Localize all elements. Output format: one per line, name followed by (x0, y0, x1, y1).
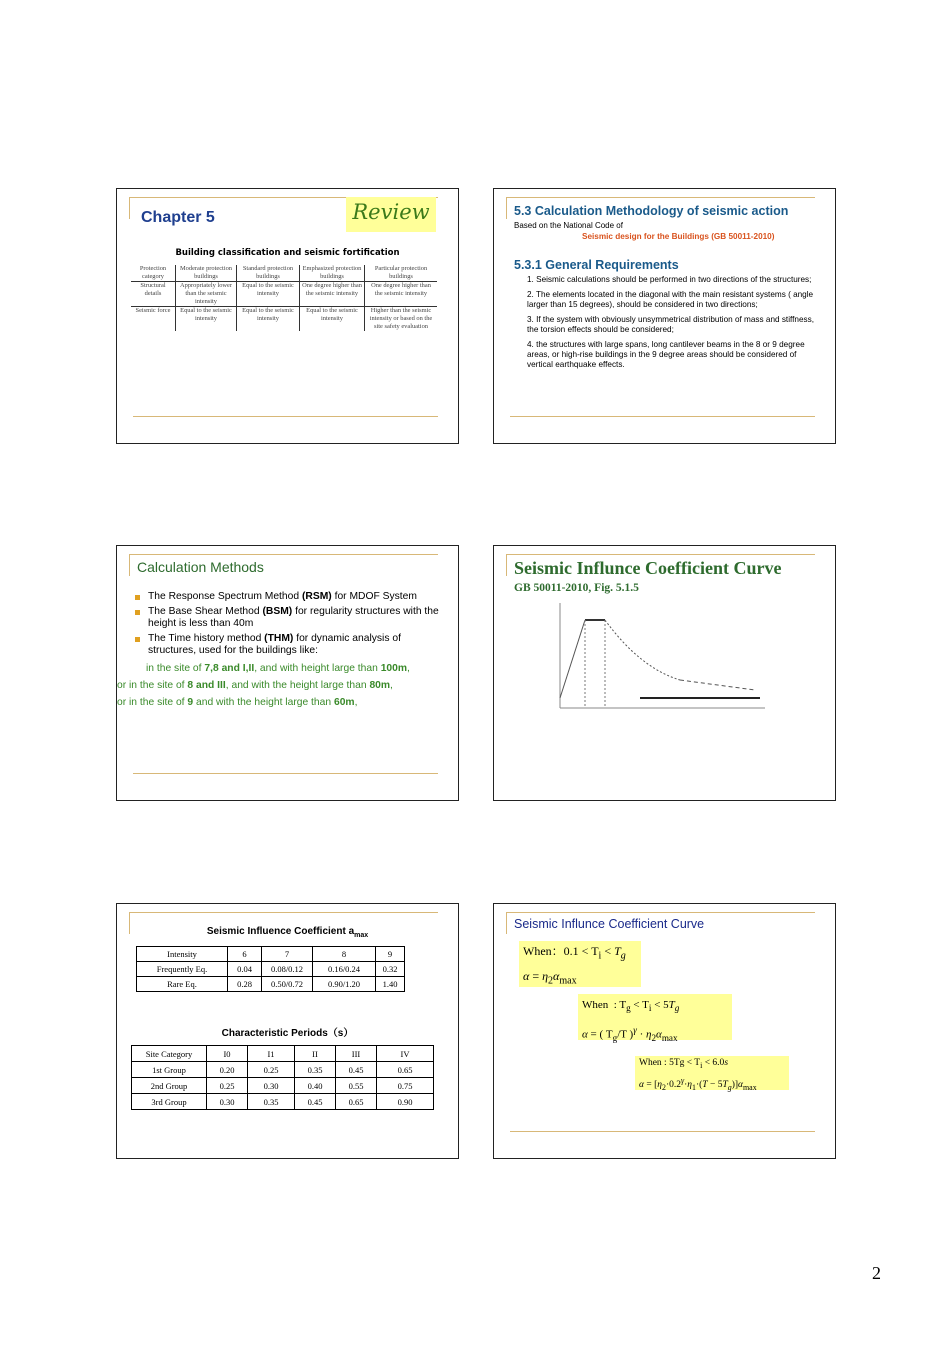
table-cell: Rare Eq. (137, 977, 228, 992)
formula-mid-period: When : $T_g < T_i < 5T_g$ α = ( $T_g/T$ )$^\gamma \cdot \eta_2\alpha_{max}$ (578, 994, 732, 1040)
table-cell: 9 (376, 947, 405, 962)
condition-text: or in the site of (117, 680, 188, 691)
condition-text: , and with the height large than (225, 680, 370, 691)
table-cell: 0.30 (248, 1078, 295, 1094)
requirements-list (527, 275, 822, 375)
condition-emph: 8 and III (187, 680, 226, 691)
ascending-segment (560, 620, 585, 698)
item-text: The Base Shear Method (148, 606, 263, 617)
condition-text: , (354, 697, 358, 708)
slide-title: Calculation Methods (137, 559, 264, 575)
slide-left-rule (506, 912, 507, 934)
table-cell: 0.45 (295, 1094, 336, 1110)
slide-review (116, 188, 459, 444)
table-cell: Equal to the seismic intensity (300, 307, 365, 332)
slide-left-rule (129, 197, 130, 219)
section-heading: 5.3.1 General Requirements (514, 258, 679, 272)
table-row (137, 962, 405, 977)
slide-top-rule (129, 912, 438, 913)
condition-text: in the site of (146, 663, 205, 674)
table-row (132, 1078, 434, 1094)
table-cell: 0.50/0.72 (262, 977, 313, 992)
site-condition (117, 694, 449, 711)
table-cell: 0.65 (377, 1062, 434, 1078)
table-cell: 0.08/0.12 (262, 962, 313, 977)
list-item: 4. the structures with large spans, long cantilever beams in the 8 or 9 degree areas, or high-rise buildings in the 9 degree areas should be considered of vertical earthquake effects. (527, 340, 805, 369)
table-cell: 0.90/1.20 (313, 977, 376, 992)
table-cell: 6 (228, 947, 262, 962)
list-item: 3. If the system with obviously unsymmetrical distribution of mass and stiffness, the torsion effects should be considered; (527, 315, 814, 334)
bullet-icon (135, 637, 140, 642)
item-text: for dynamic analysis of structures, used for the buildings like: (148, 633, 401, 656)
slide-left-rule (506, 554, 507, 576)
table-cell: III (336, 1046, 377, 1062)
figure-reference: GB 50011-2010, Fig. 5.1.5 (514, 582, 639, 594)
slide-influence-curve-figure (493, 545, 836, 801)
condition-emph: 60m (333, 697, 355, 708)
page-number: 2 (872, 1263, 881, 1283)
table-cell: 8 (313, 947, 376, 962)
slide-left-rule (129, 554, 130, 576)
table-row (131, 307, 437, 332)
influence-curve-figure (530, 598, 770, 718)
site-condition (117, 677, 449, 694)
slide-calculation-methodology (493, 188, 836, 444)
table-cell: One degree higher than the seismic intensity (300, 282, 365, 307)
bullet-icon (135, 595, 140, 600)
review-badge (346, 197, 436, 232)
table-row (131, 282, 437, 307)
table-title: Characteristic Periods（s） (221, 1028, 354, 1039)
table-cell: 0.90 (377, 1094, 434, 1110)
table-cell: Frequently Eq. (137, 962, 228, 977)
table-cell: Seismic force (131, 307, 176, 332)
table-cell: Emphasized protection buildings (300, 265, 365, 282)
slide-influence-formulas (493, 903, 836, 1159)
table-cell: Particular protection buildings (365, 265, 438, 282)
table-cell: 0.25 (248, 1062, 295, 1078)
influence-coefficient-table (136, 946, 405, 992)
table-cell: Equal to the seismic intensity (176, 307, 237, 332)
table-row (132, 1062, 434, 1078)
slide-top-rule (506, 554, 815, 555)
table-cell: 0.40 (295, 1078, 336, 1094)
table-cell: Structural details (131, 282, 176, 307)
slide-coefficient-tables (116, 903, 459, 1159)
list-item (133, 591, 449, 603)
table-cell: 0.20 (207, 1062, 248, 1078)
table-row (132, 1094, 434, 1110)
table-cell: Equal to the seismic intensity (237, 307, 300, 332)
table-cell: 7 (262, 947, 313, 962)
table-cell: II (295, 1046, 336, 1062)
table-cell: Appropriately lower than the seismic intensity (176, 282, 237, 307)
table-cell: IV (377, 1046, 434, 1062)
table-cell: 0.65 (336, 1094, 377, 1110)
table-cell: 3rd Group (132, 1094, 207, 1110)
item-text: for MDOF System (331, 591, 417, 602)
chapter-title: Chapter 5 (141, 209, 215, 226)
item-text: The Response Spectrum Method (148, 591, 302, 602)
condition-text: or in the site of (117, 697, 188, 708)
table-cell: 0.55 (336, 1078, 377, 1094)
table-header-row (132, 1046, 434, 1062)
table-cell: 0.45 (336, 1062, 377, 1078)
table-header-row (137, 947, 405, 962)
condition-emph: 7,8 and I,II (204, 663, 255, 674)
table-cell: Equal to the seismic intensity (237, 282, 300, 307)
slide-top-rule (129, 554, 438, 555)
table-row (137, 977, 405, 992)
bullet-icon (135, 610, 140, 615)
slide-bottom-rule (133, 416, 438, 417)
table-cell: Standard protection buildings (237, 265, 300, 282)
table-cell: 0.28 (228, 977, 262, 992)
table-cell: 0.75 (377, 1078, 434, 1094)
review-label: Review (352, 200, 430, 224)
decay-curve (605, 620, 680, 680)
table-title (117, 926, 458, 939)
table-cell: 0.04 (228, 962, 262, 977)
list-item: 1. Seismic calculations should be performed in two directions of the structures; (527, 275, 812, 284)
slide-bottom-rule (133, 773, 438, 774)
classification-table (131, 265, 437, 331)
linear-decay-segment (680, 680, 755, 690)
condition-text: , (390, 680, 393, 691)
condition-emph: 9 (187, 697, 194, 708)
table-cell: One degree higher than the seismic intensity (365, 282, 438, 307)
table-cell: Site Category (132, 1046, 207, 1062)
slide-title: Seismic Influnce Coefficient Curve (514, 917, 705, 931)
list-item: 2. The elements located in the diagonal with the main resistant systems ( angle larger than 15 degrees), should be considered in two directions; (527, 290, 814, 309)
condition-text: , and with height large than (254, 663, 381, 674)
item-text: for regularity structures with the height is less than 40m (148, 606, 439, 629)
classification-subtitle: Building classification and seismic fortification (175, 248, 400, 258)
table-cell: 0.35 (295, 1062, 336, 1078)
table-cell: 0.35 (248, 1094, 295, 1110)
slide-calculation-methods (116, 545, 459, 801)
condition-text: and with the height large than (193, 697, 334, 708)
item-abbrev: (RSM) (301, 591, 332, 602)
title-subscript: max (354, 932, 369, 939)
table-cell: 2nd Group (132, 1078, 207, 1094)
slide-title: Seismic Influnce Coefficient Curve (514, 558, 782, 578)
item-abbrev: (THM) (264, 633, 294, 644)
table-cell: 0.25 (207, 1078, 248, 1094)
site-condition (133, 660, 449, 677)
title-text: Seismic Influence Coefficient a (206, 926, 355, 937)
slide-bottom-rule (510, 416, 815, 417)
table-cell: 0.16/0.24 (313, 962, 376, 977)
table-cell: Intensity (137, 947, 228, 962)
methods-list (117, 591, 449, 711)
table-cell: Higher than the seismic intensity or based on the site safety evaluation (365, 307, 438, 332)
condition-emph: 80m (369, 680, 391, 691)
table-cell: I0 (207, 1046, 248, 1062)
slide-title: 5.3 Calculation Methodology of seismic action (514, 204, 789, 218)
item-abbrev: (BSM) (262, 606, 293, 617)
slide-bottom-rule (510, 1131, 815, 1132)
list-item (133, 633, 449, 657)
slide-top-rule (506, 197, 815, 198)
table-cell: 1st Group (132, 1062, 207, 1078)
formula-short-period: When：$0.1 < T_i < T_g$ $\alpha = \eta_2\alpha_{max}$ (519, 941, 641, 987)
slide-top-rule (506, 912, 815, 913)
table-row (131, 265, 437, 282)
formula-long-period: When : $5Tg < T_i < 6.0s$ $\alpha = [\eta_2\cdot 0.2^\gamma\cdot\eta_1\cdot(T - 5T_g)]\alpha_{max}$ (635, 1056, 789, 1090)
condition-text: , (407, 663, 410, 674)
table-cell: 0.32 (376, 962, 405, 977)
code-reference: Seismic design for the Buildings (GB 50011-2010) (582, 232, 775, 241)
list-item (133, 606, 449, 630)
table-cell: I1 (248, 1046, 295, 1062)
based-on-text: Based on the National Code of (514, 221, 623, 230)
slide-left-rule (506, 197, 507, 219)
table-cell: Moderate protection buildings (176, 265, 237, 282)
condition-emph: 100m (380, 663, 408, 674)
item-text: The Time history method (148, 633, 265, 644)
table-cell: 0.30 (207, 1094, 248, 1110)
table-cell: 1.40 (376, 977, 405, 992)
characteristic-periods-table (131, 1045, 434, 1110)
table-cell: Protection category (139, 265, 167, 280)
